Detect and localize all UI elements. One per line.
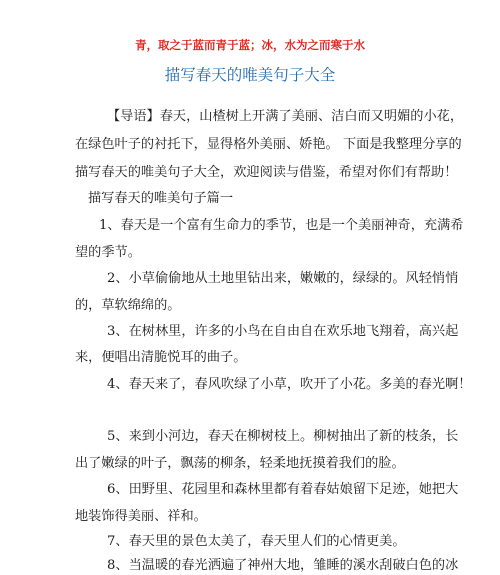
paragraph-2-line-1: 2、小草偷偷地从土地里钻出来，嫩嫩的，绿绿的。风轻悄悄 (107, 271, 459, 286)
paragraph-7-line-1: 7、春天里的景色太美了，春天里人们的心情更美。 (107, 534, 406, 549)
paragraph-2-line-2: 的，草软绵绵的。 (75, 298, 181, 313)
paragraph-6-line-2: 地装饰得美丽、祥和。 (75, 509, 207, 524)
intro-line-3: 描写春天的唯美句子大全，欢迎阅读与借鉴，希望对你们有帮助！ (75, 165, 458, 180)
paragraph-3-line-1: 3、在树林里，许多的小鸟在自由自在欢乐地飞翔着，高兴起 (107, 324, 459, 339)
paragraph-5-line-1: 5、来到小河边，春天在柳树枝上。柳树抽出了新的枝条，长 (107, 429, 459, 444)
motto-header: 青，取之于蓝而青于蓝；冰，水为之而寒于水 (135, 38, 365, 52)
intro-line-1: 【导语】春天，山楂树上开满了美丽、洁白而又明媚的小花， (107, 109, 464, 124)
intro-line-2: 在绿色叶子的衬托下，显得格外美丽、娇艳。 下面是我整理分享的 (75, 137, 462, 152)
paragraph-4-line-1: 4、春天来了，春风吹绿了小草，吹开了小花。多美的春光啊！ (107, 377, 472, 392)
paragraph-5-line-2: 出了嫩绿的叶子，飘荡的柳条，轻柔地抚摸着我们的脸。 (75, 456, 405, 471)
paragraph-1-line-2: 望的季节。 (75, 245, 141, 260)
paragraph-6-line-1: 6、田野里、花园里和森林里都有着春姑娘留下足迹，她把大 (107, 482, 459, 497)
paragraph-8-line-1: 8、当温暖的春光洒遍了神州大地，雏睡的溪水刮破白色的冰 (107, 558, 459, 573)
section-heading: 描写春天的唯美句子篇一 (88, 191, 234, 206)
paragraph-3-line-2: 来，便唱出清脆悦耳的曲子。 (75, 350, 247, 365)
paragraph-1-line-1: 1、春天是一个富有生命力的季节，也是一个美丽神奇，充满希 (99, 218, 464, 233)
document-title: 描写春天的唯美句子大全 (164, 66, 336, 84)
